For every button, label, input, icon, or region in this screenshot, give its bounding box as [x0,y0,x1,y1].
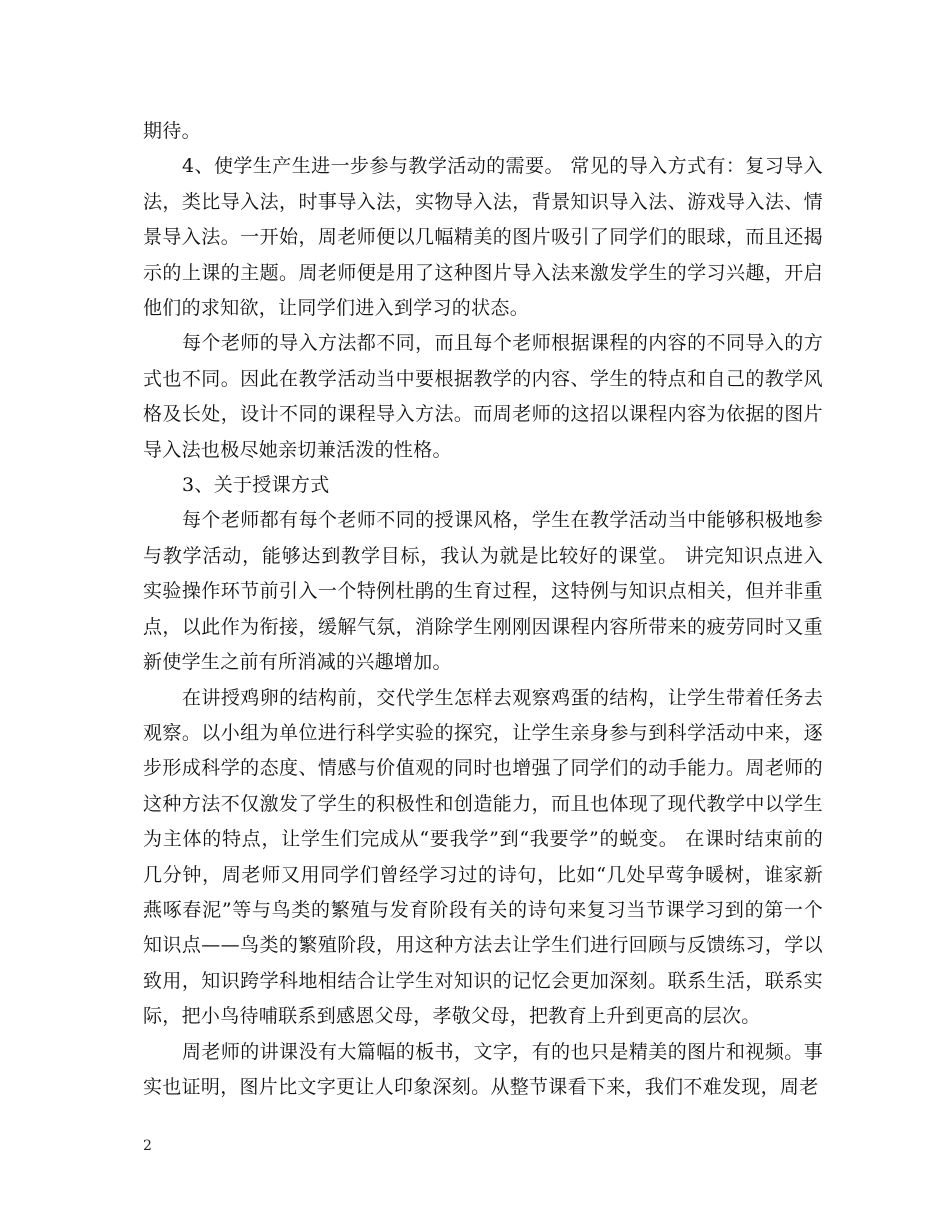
section-heading: 3、关于授课方式 [182,474,330,497]
paragraph-3: 每个老师的导入方法都不同，而且每个老师根据课程的内容的不同导入的方式也不同。因此在教学活动当中要根据教学的内容、学生的特点和自己的教学风格及长处，设计不同的课程导入方法。而周老师的这招以课程内容为依据的图片导入法也极尽她亲切兼活泼的性格。 [143,332,823,461]
paragraph-1: 期待。 [143,120,201,142]
page-number: 2 [143,1138,152,1154]
paragraph-2: 4、使学生产生进一步参与教学活动的需要。 常见的导入方式有：复习导入法，类比导入法，时事导入法，实物导入法，背景知识导入法、游戏导入法、情景导入法。一开始，周老师便以几幅精美的图片吸引了同学们的眼球，而且还揭示的上课的主题。周老师便是用了这种图片导入法来激发学生的学习兴趣，开启他们的求知欲，让同学们进入到学习的状态。 [143,155,823,320]
paragraph-6: 周老师的讲课没有大篇幅的板书，文字，有的也只是精美的图片和视频。事实也证明，图片比文字更让人印象深刻。从整节课看下来，我们不难发现，周老 [143,1040,823,1098]
paragraph-4: 每个老师都有每个老师不同的授课风格，学生在教学活动当中能够积极地参与教学活动，能够达到教学目标，我认为就是比较好的课堂。 讲完知识点进入实验操作环节前引入一个特例杜鹃的生育过程，这特例与知识点相关，但并非重点，以此作为衔接，缓解气氛，消除学生刚刚因课程内容所带来的疲劳同时又重新使学生之前有所消减的兴趣增加。 [143,509,823,674]
paragraph-5: 在讲授鸡卵的结构前，交代学生怎样去观察鸡蛋的结构，让学生带着任务去观察。以小组为单位进行科学实验的探究，让学生亲身参与到科学活动中来，逐步形成科学的态度、情感与价值观的同时也增强了同学们的动手能力。周老师的这种方法不仅激发了学生的积极性和创造能力，而且也体现了现代教学中以学生为主体的特点，让学生们完成从“要我学”到“我要学”的蜕变。 在课时结束前的几分钟，周老师又用同学们曾经学习过的诗句，比如“几处早莺争暖树，谁家新燕啄春泥”等与鸟类的繁殖与发育阶段有关的诗句来复习当节课学习到的第一个知识点——鸟类的繁殖阶段，用这种方法去让学生们进行回顾与反馈练习，学以致用，知识跨学科地相结合让学生对知识的记忆会更加深刻。联系生活，联系实际，把小鸟待哺联系到感恩父母，孝敬父母，把教育上升到更高的层次。 [143,686,823,1028]
document-body [143,114,823,1105]
